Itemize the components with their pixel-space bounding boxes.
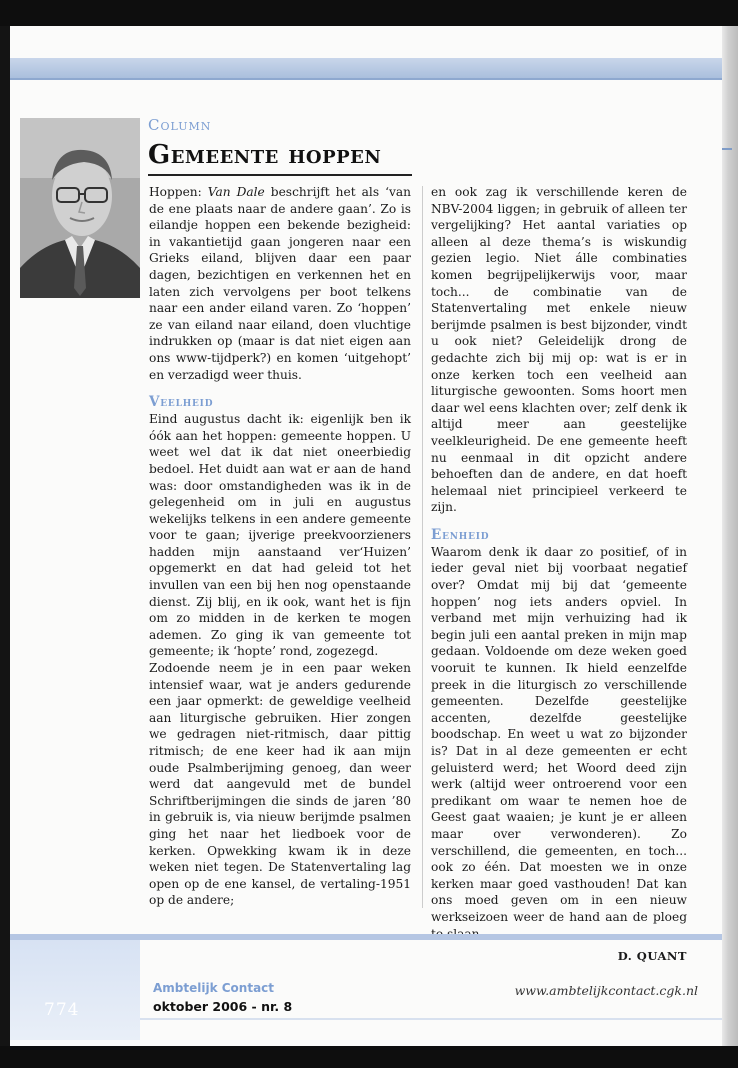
- scan-page-edge: [722, 26, 738, 1046]
- article-column-1: [149, 184, 411, 909]
- footer-rule: [140, 1018, 722, 1020]
- intro-text-rest: beschrijft het als ‘van de ene plaats naar de andere gaan’. Zo is eilandje hoppen een bekende bezigheid: in vakantietijd gaan jongeren naar een Grieks eiland, blijven daar een paar dagen, bezichtigen en verkennen het en laten zich vervolgens per boot telkens naar een ander eiland varen. Zo ‘hoppen’ ze van eiland naar eiland, doen vluchtige indrukken op (maar is dat niet eigen aan ons www-tijdperk?) en komen ‘uitgehopt’ en verzadigd weer thuis.: [149, 185, 411, 382]
- intro-van-dale: Van Dale: [207, 185, 265, 199]
- author-photo: [20, 118, 140, 298]
- header-band-rule: [10, 78, 722, 80]
- intro-paragraph: [149, 184, 411, 383]
- scan-border-bottom: [0, 1046, 738, 1068]
- footer-page-tab: [10, 940, 140, 1040]
- author-signature: D. QUANT: [617, 949, 687, 964]
- header-color-band: [10, 58, 722, 78]
- article-column-2: [431, 184, 687, 965]
- page-number: 774: [44, 1000, 80, 1020]
- intro-text-start: Hoppen:: [149, 185, 208, 199]
- section-heading-veelheid: Veelheid: [149, 394, 214, 411]
- veelheid-paragraph-1: Eind augustus dacht ik: eigenlijk ben ik óók aan het hoppen: gemeente hoppen. U weet wel dat ik dat niet oneerbiedig bedoel. Het duidt aan wat er aan de hand was: door omstandigheden was ik in de gelegenheid om in juli en augustus wekelijks telkens in een andere gemeente voor te gaan; ijverige preekvoorzieners hadden mijn aanstaand ver‘Huizen’ opgemerkt en dat had geleid tot het invullen van een bij hen nog openstaande dienst. Zij blij, en ik ook, want het is fijn om zo midden in de kerken te mogen ademen. Zo ging ik van gemeente tot gemeente; ik ‘hopte’ rond, zogezegd.: [149, 412, 411, 659]
- scan-border-top: [0, 0, 738, 26]
- publication-name: Ambtelijk Contact: [153, 981, 275, 995]
- margin-mark: [722, 148, 732, 150]
- column-kicker: Column: [148, 116, 212, 134]
- veelheid-paragraph-2-part-2: en ook zag ik verschillende keren de NBV-2004 liggen; in gebruik of alleen ter vergelijking? Het aantal variaties op alleen al deze thema’s is wiskundig gezien legio. Niet álle combinaties komen begrijpelijkerwijs voor, maar toch... de combinatie van de Statenvertaling met enkele nieuw berijmde psalmen is best bijzonder, vindt u ook niet? Geleidelijk drong de gedachte zich bij mij op: wat is er in onze kerken toch een veelheid aan liturgische gewoonten. Soms hoort men daar wel eens klachten over; zelf denk ik altijd meer aan geestelijke veelkleurigheid. De ene gemeente heeft nu eenmaal in dit opzicht andere behoeften dan de andere, en dat hoeft helemaal niet principieel verkeerd te zijn.: [431, 185, 687, 515]
- website-url[interactable]: www.ambtelijkcontact.cgk.nl: [514, 983, 698, 998]
- section-heading-eenheid: Eenheid: [431, 526, 490, 543]
- portrait-photo-icon: [20, 118, 140, 298]
- article-title: Gemeente hoppen: [148, 140, 382, 170]
- column-separator: [422, 186, 423, 908]
- veelheid-paragraph-2-part-1: Zodoende neem je in een paar weken intensief waar, wat je anders gedurende een jaar opmerkt: de geweldige veelheid aan liturgische gebruiken. Hier zongen we gedragen niet-ritmisch, daar pittig ritmisch; de ene keer had ik aan mijn oude Psalmberijming genoeg, dan weer werd dat aangevuld met de bundel Schriftberijmingen die sinds de jaren ’80 in gebruik is, via nieuw berijmde psalmen ging het naar het liedboek voor de kerken. Opwekking kwam ik in deze weken niet tegen. De Statenvertaling lag open op de ene kansel, de vertaling-1951 op de andere;: [149, 661, 411, 908]
- eenheid-paragraph: Waarom denk ik daar zo positief, of in ieder geval niet bij voorbaat negatief over? Omdat mij bij dat ‘gemeente hoppen’ nog iets anders opviel. In verband met mijn verhuizing had ik begin juli een aantal preken in mijn map gedaan. Voldoende om deze weken goed vooruit te kunnen. Ik hield eenzelfde preek in die liturgisch zo verschillende gemeenten. Dezelfde geestelijke accenten, dezelfde geestelijke boodschap. En weet u wat zo bijzonder is? Dat in al deze gemeenten er echt geluisterd werd; het Woord deed zijn werk (altijd weer ontroerend voor een predikant om waar te nemen hoe de Geest gaat waaien; je kunt je er alleen maar over verwonderen). Zo verschillend, die gemeenten, en toch... ook zo één. Dat moesten we in onze kerken maar goed vasthouden! Dat kan ons moed geven om in een nieuw werkseizoen weer de hand aan de ploeg: [431, 544, 687, 924]
- title-underline: [148, 174, 412, 176]
- issue-date: oktober 2006 - nr. 8: [153, 999, 293, 1014]
- scan-border-left: [0, 26, 10, 1046]
